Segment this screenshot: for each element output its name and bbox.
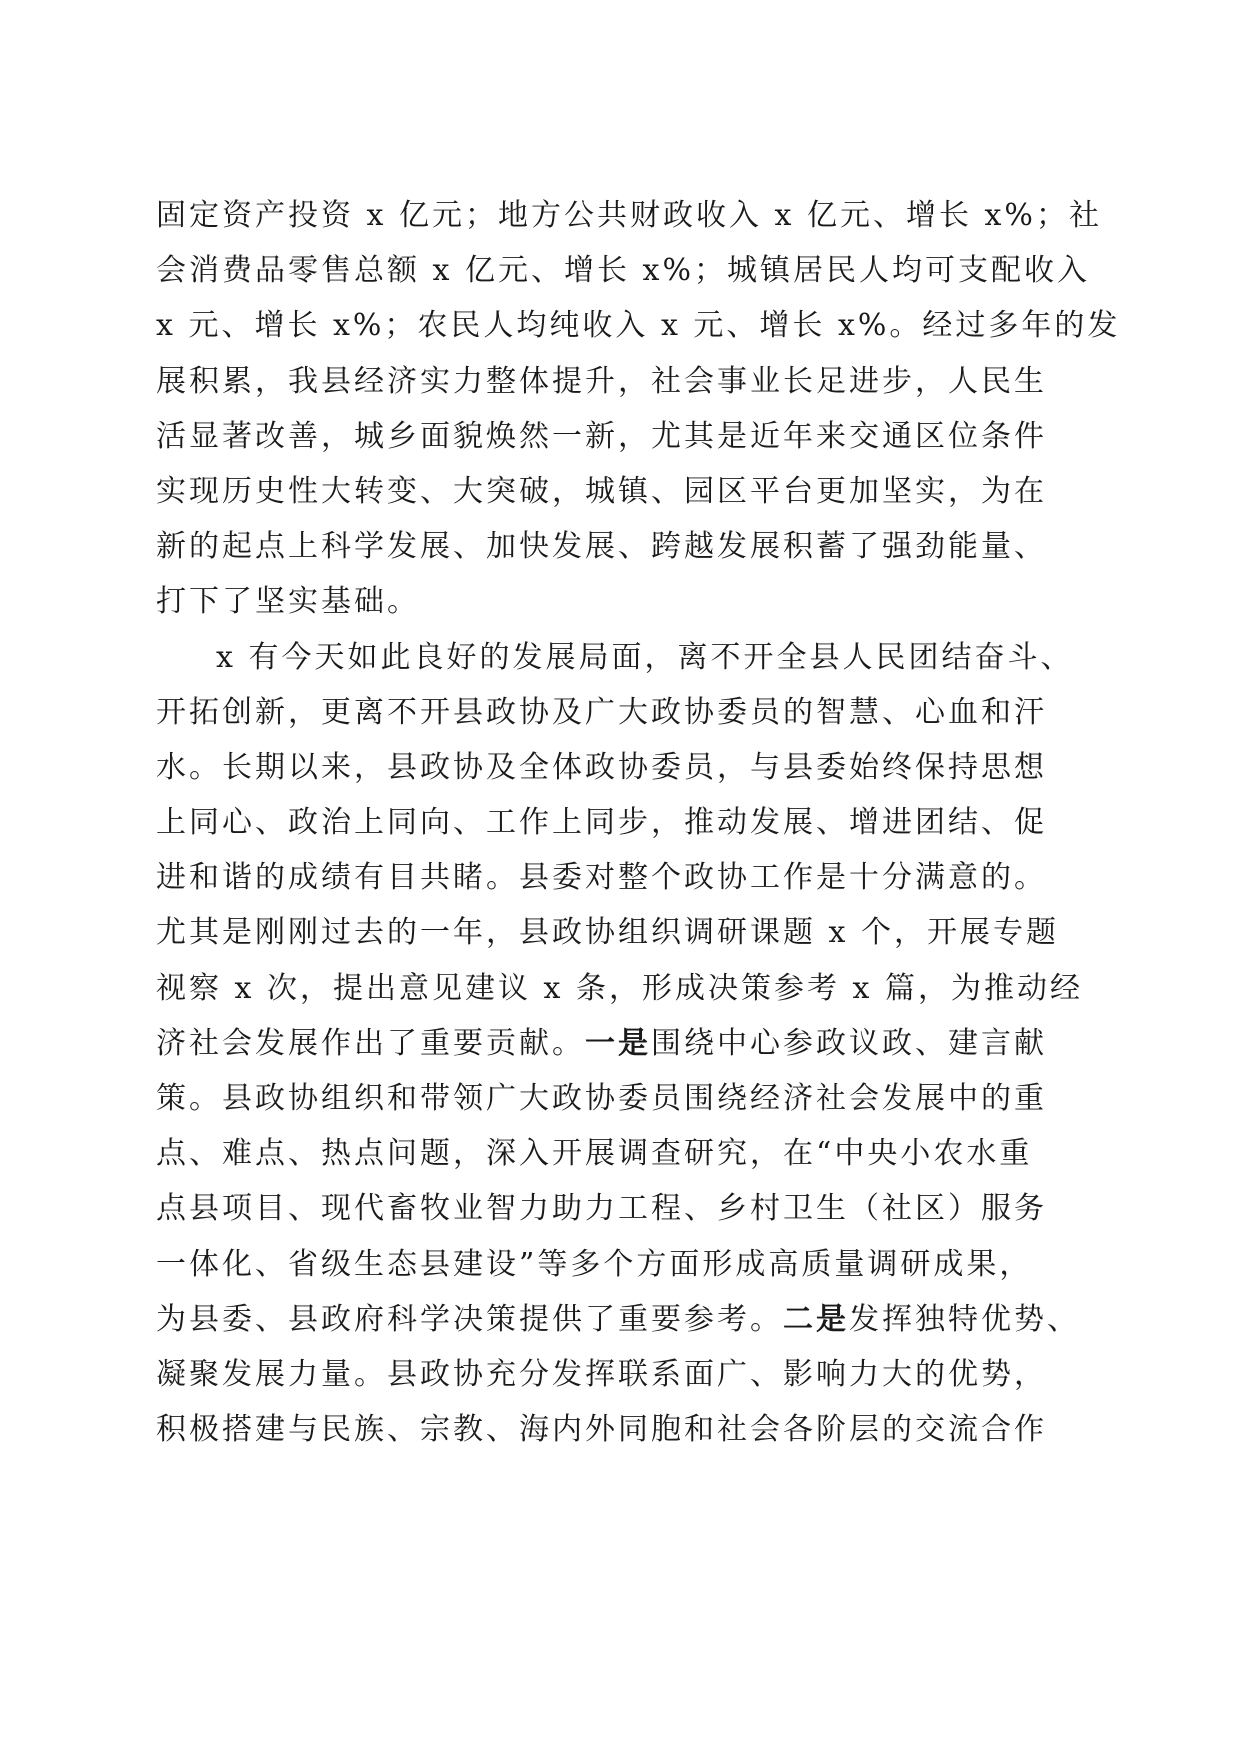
text-line-second-point <box>156 1292 1096 1347</box>
text-segment: 发挥独特优势、 <box>849 1301 1080 1337</box>
text-line: 尤其是刚刚过去的一年，县政协组织调研课题 x 个，开展专题 <box>156 915 1059 951</box>
bold-marker-first: 一是 <box>585 1025 651 1061</box>
text-line: 开拓创新，更离不开县政协及广大政协委员的智慧、心血和汗 <box>156 694 1047 730</box>
bold-marker-second: 二是 <box>783 1301 849 1337</box>
text-line: 策。县政协组织和带领广大政协委员围绕经济社会发展中的重 <box>156 1081 1047 1116</box>
text-line: 凝聚发展力量。县政协充分发挥联系面广、影响力大的优势， <box>156 1356 1047 1392</box>
text-line: 一体化、省级生态县建设”等多个方面形成高质量调研成果， <box>156 1246 1033 1282</box>
text-line: 会消费品零售总额 x 亿元、增长 x%；城镇居民人均可支配收入 <box>156 253 1090 289</box>
document-body <box>156 188 1121 1457</box>
text-line: 进和谐的成绩有目共睹。县委对整个政协工作是十分满意的。 <box>156 860 1047 896</box>
text-line: 视察 x 次，提出意见建议 x 条，形成决策参考 x 篇，为推动经 <box>156 970 1083 1006</box>
text-line-first-point <box>156 1016 1096 1071</box>
text-segment: 济社会发展作出了重要贡献。 <box>156 1025 585 1061</box>
text-line: 打下了坚实基础。 <box>156 584 420 620</box>
text-segment: 为县委、县政府科学决策提供了重要参考。 <box>156 1301 783 1337</box>
text-line: 上同心、政治上同向、工作上同步，推动发展、增进团结、促 <box>156 805 1047 841</box>
text-line: 点、难点、热点问题，深入开展调查研究，在“中央小农水重 <box>156 1136 1033 1172</box>
text-line: 点县项目、现代畜牧业智力助力工程、乡村卫生（社区）服务 <box>156 1191 1047 1227</box>
text-segment: 围绕中心参政议政、建言献 <box>651 1025 1047 1061</box>
text-line: 积极搭建与民族、宗教、海内外同胞和社会各阶层的交流合作 <box>156 1412 1047 1448</box>
text-line: 固定资产投资 x 亿元；地方公共财政收入 x 亿元、增长 x%；社 <box>156 198 1102 233</box>
text-line: 水。长期以来，县政协及全体政协委员，与县委始终保持思想 <box>156 749 1047 785</box>
text-line: 展积累，我县经济实力整体提升，社会事业长足进步，人民生 <box>156 363 1047 399</box>
text-line: 活显著改善，城乡面貌焕然一新，尤其是近年来交通区位条件 <box>156 418 1047 454</box>
paragraph-first-line: x 有今天如此良好的发展局面，离不开全县人民团结奋斗、 <box>216 639 1074 675</box>
text-line: 新的起点上科学发展、加快发展、跨越发展积蓄了强劲能量、 <box>156 529 1047 565</box>
text-line: 实现历史性大转变、大突破，城镇、园区平台更加坚实，为在 <box>156 473 1047 509</box>
text-line: x 元、增长 x%；农民人均纯收入 x 元、增长 x%。经过多年的发 <box>156 308 1121 344</box>
